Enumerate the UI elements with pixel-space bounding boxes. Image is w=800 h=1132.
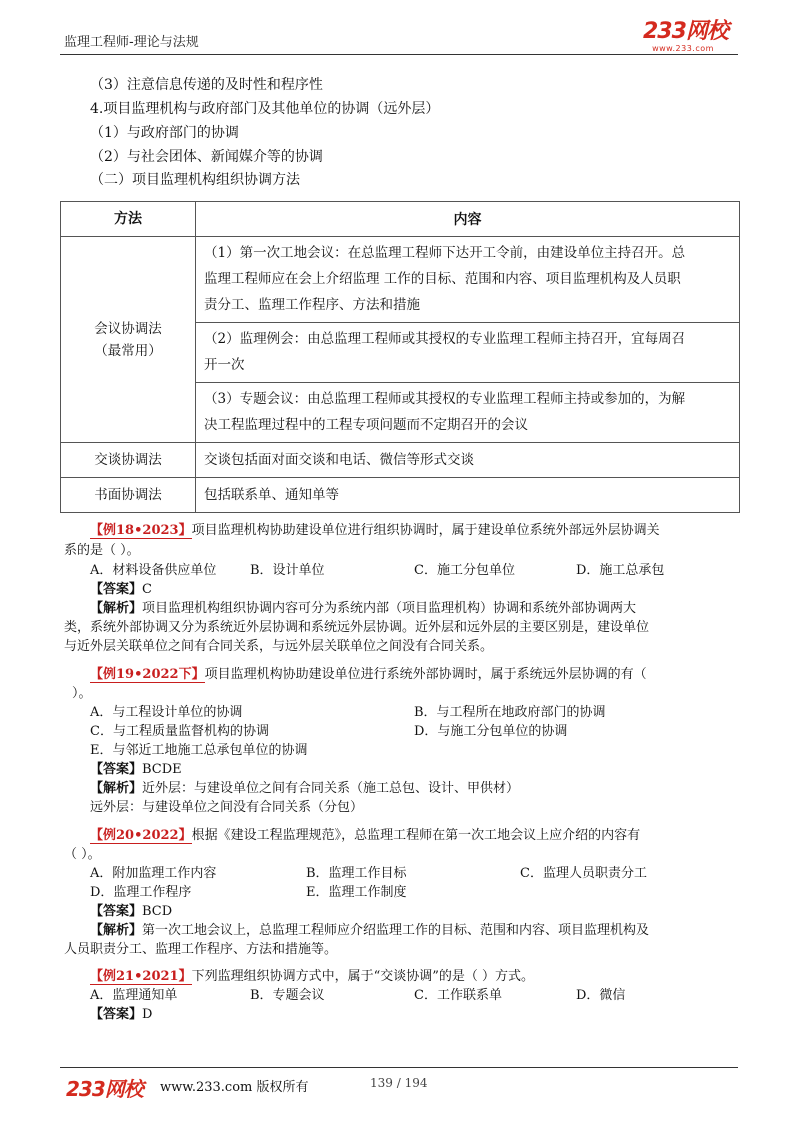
text-line: 决工程监理过程中的工程专项问题而不定期召开的会议 — [204, 417, 528, 433]
explanation-text: 第一次工地会议上，总监理工程师应介绍监理工作的目标、范围和内容、项目监理机构及 — [142, 923, 650, 938]
text-line: 开一次 — [204, 357, 245, 373]
intro-line-3: （1）与政府部门的协调 — [90, 125, 239, 141]
method-written: 书面协调法 — [61, 478, 196, 513]
q19-option-b: B．与工程所在地政府部门的协调 — [414, 705, 606, 720]
q19-option-a: A．与工程设计单位的协调 — [90, 705, 243, 720]
answer-label: 【答案】 — [90, 1007, 143, 1022]
q19-stem-cont: ）。 — [72, 686, 92, 701]
q20-stem-cont: （ ）。 — [64, 847, 101, 862]
answer-label: 【答案】 — [90, 762, 143, 777]
text-line: （1）第一次工地会议：在总监理工程师下达开工令前，由建设单位主持召开。总 — [204, 245, 686, 261]
explanation-label: 【解析】 — [90, 923, 143, 938]
q18-option-d: D．施工总承包 — [576, 563, 665, 578]
table-header-row — [61, 202, 740, 237]
footer-divider — [60, 1067, 738, 1068]
q21-stem — [90, 967, 534, 986]
answer-value: D — [142, 1007, 153, 1022]
answer-value: C — [142, 582, 152, 597]
q19-option-c: C．与工程质量监督机构的协调 — [90, 724, 269, 739]
brand-logo — [643, 20, 728, 53]
q20-explanation-2: 人员职责分工、监理工作程序、方法和措施等。 — [64, 942, 338, 957]
q19-explanation-2: 远外层：与建设单位之间没有合同关系（分包） — [90, 800, 364, 815]
header-title: 监理工程师-理论与法规 — [64, 35, 199, 50]
q18-explanation-3: 与近外层关联单位之间有合同关系，与远外层关联单位之间没有合同关系。 — [64, 639, 494, 654]
q18-stem-text: 项目监理机构协助建设单位进行组织协调时，属于建设单位系统外部远外层协调关 — [191, 523, 660, 538]
q18-stem — [90, 521, 660, 540]
q20-explanation — [90, 921, 649, 940]
content-regular-meeting — [196, 323, 740, 383]
footer-logo: 233网校 — [66, 1077, 143, 1101]
page-number: 139 / 194 — [370, 1076, 428, 1090]
q20-option-a: A．附加监理工作内容 — [90, 866, 217, 881]
text-line: （2）监理例会：由总监理工程师或其授权的专业监理工程师主持召开，宜每周召 — [204, 331, 686, 347]
coordination-methods-table — [60, 201, 740, 513]
q20-answer — [90, 902, 172, 921]
q18-option-c: C．施工分包单位 — [414, 563, 515, 578]
answer-label: 【答案】 — [90, 582, 143, 597]
content-special-meeting — [196, 383, 740, 443]
q19-stem-text: 项目监理机构协助建设单位进行系统外部协调时，属于系统远外层协调的有（ — [204, 667, 647, 682]
q18-option-a: A．材料设备供应单位 — [90, 563, 217, 578]
q20-option-d: D．监理工作程序 — [90, 885, 192, 900]
table-row — [61, 443, 740, 478]
header-content: 内容 — [196, 202, 740, 237]
intro-line-1: （3）注意信息传递的及时性和程序性 — [90, 77, 323, 93]
content-talk: 交谈包括面对面交谈和电话、微信等形式交谈 — [196, 443, 740, 478]
table-row — [61, 478, 740, 513]
q18-answer — [90, 580, 152, 599]
q20-stem-text: 根据《建设工程监理规范》，总监理工程师在第一次工地会议上应介绍的内容有 — [191, 828, 641, 843]
logo-text: 233网校 — [643, 19, 728, 44]
q19-option-e: E．与邻近工地施工总承包单位的协调 — [90, 743, 308, 758]
q18-explanation-2: 类，系统外部协调又分为系统近外层协调和系统远外层协调。近外层和远外层的主要区别是，建设单位 — [64, 620, 650, 635]
q18-explanation — [90, 599, 636, 618]
intro-line-4: （2）与社会团体、新闻媒介等的协调 — [90, 149, 323, 165]
answer-label: 【答案】 — [90, 904, 143, 919]
q18-option-b: B．设计单位 — [250, 563, 325, 578]
method-meeting-name: 会议协调法 — [94, 320, 162, 337]
table-row — [61, 237, 740, 323]
method-meeting — [61, 237, 196, 443]
footer-copyright: www.233.com 版权所有 — [160, 1080, 309, 1095]
logo-url: www.233.com — [652, 44, 714, 53]
q21-stem-text: 下列监理组织协调方式中，属于“交谈协调”的是（ ）方式。 — [191, 969, 535, 984]
text-line: 监理工程师应在会上介绍监理 工作的目标、范围和内容、项目监理机构及人员职 — [204, 271, 681, 287]
q18-stem-cont: 系的是（ ）。 — [64, 543, 140, 558]
q19-tag: 【例19•2022下】 — [90, 667, 205, 682]
q21-option-c: C．工作联系单 — [414, 988, 502, 1003]
q19-answer — [90, 760, 182, 779]
q19-stem — [90, 665, 647, 684]
method-talk: 交谈协调法 — [61, 443, 196, 478]
q21-tag: 【例21•2021】 — [90, 969, 192, 984]
answer-value: BCDE — [142, 762, 182, 777]
q21-option-d: D．微信 — [576, 988, 626, 1003]
q21-option-a: A．监理通知单 — [90, 988, 178, 1003]
q20-option-e: E．监理工作制度 — [306, 885, 407, 900]
text-line: 责分工、监理工作程序、方法和措施 — [204, 297, 420, 313]
q19-explanation — [90, 779, 519, 798]
q18-tag: 【例18•2023】 — [90, 523, 192, 538]
q21-option-b: B．专题会议 — [250, 988, 325, 1003]
header-divider — [60, 54, 738, 55]
content-written: 包括联系单、通知单等 — [196, 478, 740, 513]
explanation-text: 近外层：与建设单位之间有合同关系（施工总包、设计、甲供材） — [142, 781, 520, 796]
q21-answer — [90, 1005, 152, 1024]
q20-option-c: C．监理人员职责分工 — [520, 866, 647, 881]
header-method: 方法 — [61, 202, 196, 237]
explanation-label: 【解析】 — [90, 781, 143, 796]
content-first-site-meeting — [196, 237, 740, 323]
text-line: （3）专题会议：由总监理工程师或其授权的专业监理工程师主持或参加的，为解 — [204, 391, 686, 407]
answer-value: BCD — [142, 904, 173, 919]
section-heading: （二）项目监理机构组织协调方法 — [90, 172, 300, 188]
q20-tag: 【例20•2022】 — [90, 828, 192, 843]
method-meeting-note: （最常用） — [94, 342, 162, 359]
q20-option-b: B．监理工作目标 — [306, 866, 407, 881]
intro-line-2: 4.项目监理机构与政府部门及其他单位的协调（远外层） — [90, 101, 440, 117]
q20-stem — [90, 826, 640, 845]
explanation-text: 项目监理机构组织协调内容可分为系统内部（项目监理机构）协调和系统外部协调两大 — [142, 601, 637, 616]
q19-option-d: D．与施工分包单位的协调 — [414, 724, 568, 739]
explanation-label: 【解析】 — [90, 601, 143, 616]
